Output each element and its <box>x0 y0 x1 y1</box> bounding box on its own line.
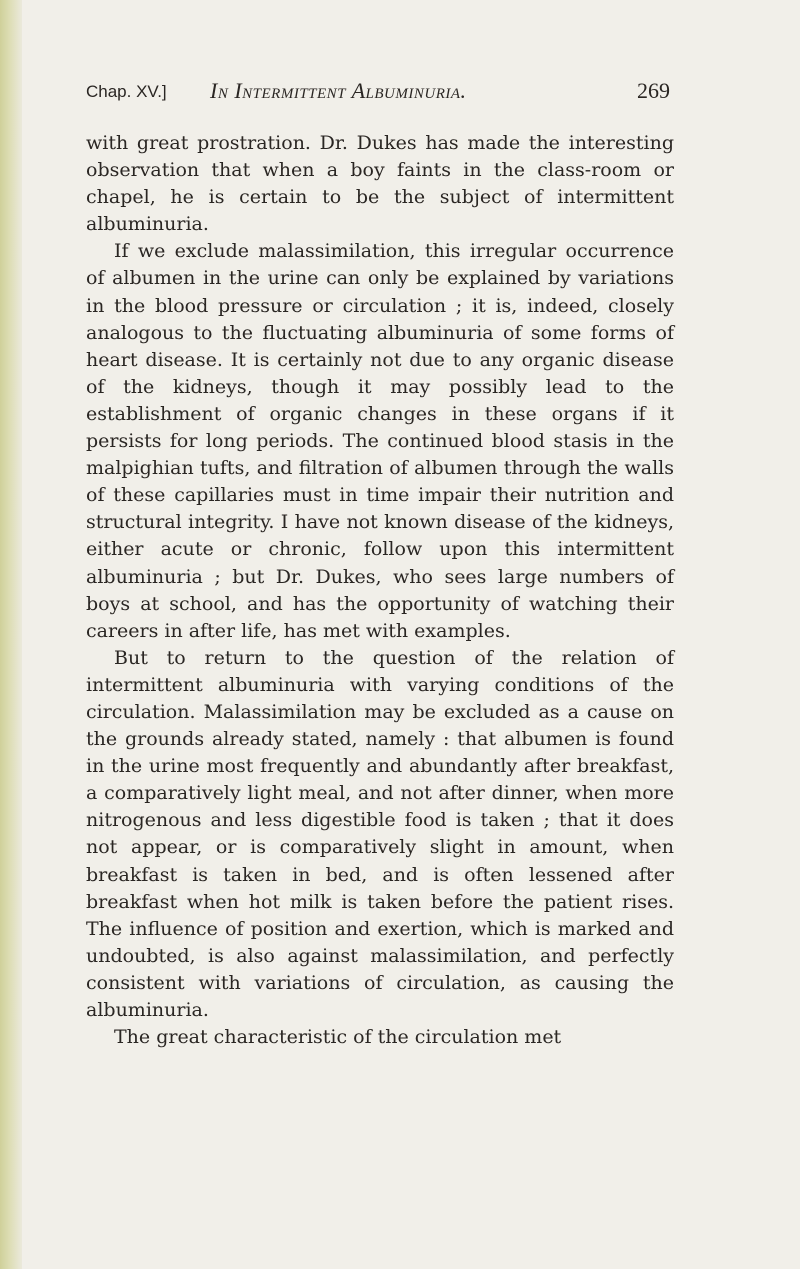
paragraph-continuation: with great prostration. Dr. Dukes has made the interesting observation that when a boy faints in the class-room or chapel, he is certain to be the subject of intermittent albuminuria. <box>86 132 674 236</box>
book-page <box>86 0 786 1269</box>
paragraph: But to return to the question of the relation of intermittent albuminuria with varying conditions of the circulation. Malassimilation may be excluded as a cause on the grounds already stated, namely : that albumen is found in the urine most frequently and abundantly after breakfast, a comparatively light meal, and not after dinner, when more nitrogenous and less digestible food is taken ; that it does not appear, or is comparatively slight in amount, when breakfast is taken in bed, and is often lessened after breakfast when hot milk is taken before the patient rises. The influence of position and exertion, which is marked and undoubted, is also against malassimilation, and perfectly consistent with variations of circulation, as causing the albuminuria. <box>86 646 674 1021</box>
body-text <box>86 130 674 1051</box>
paragraph: If we exclude malassimilation, this irregular occurrence of albumen in the urine can only be explained by variations in the blood pressure or circulation ; it is, indeed, closely analogous to the fluctuating albuminuria of some forms of heart disease. It is certainly not due to any organic disease of the kidneys, though it may possibly lead to the establishment of organic changes in these organs if it persists for long periods. The continued blood stasis in the malpighian tufts, and filtration of albumen through the walls of these capillaries must in time impair their nutrition and structural integrity. I have not known disease of the kidneys, either acute or chronic, follow upon this intermittent albuminuria ; but Dr. Dukes, who sees large numbers of boys at school, and has the opportunity of watching their careers in after life, has met with examples. <box>86 240 674 642</box>
page-gutter-edge <box>0 0 22 1269</box>
chapter-label: Chap. XV.] <box>86 82 167 101</box>
paragraph: The great characteristic of the circulation met <box>114 1026 562 1049</box>
running-head <box>86 78 670 112</box>
running-title: In Intermittent Albuminuria. <box>210 78 467 103</box>
page-number: 269 <box>637 78 670 103</box>
